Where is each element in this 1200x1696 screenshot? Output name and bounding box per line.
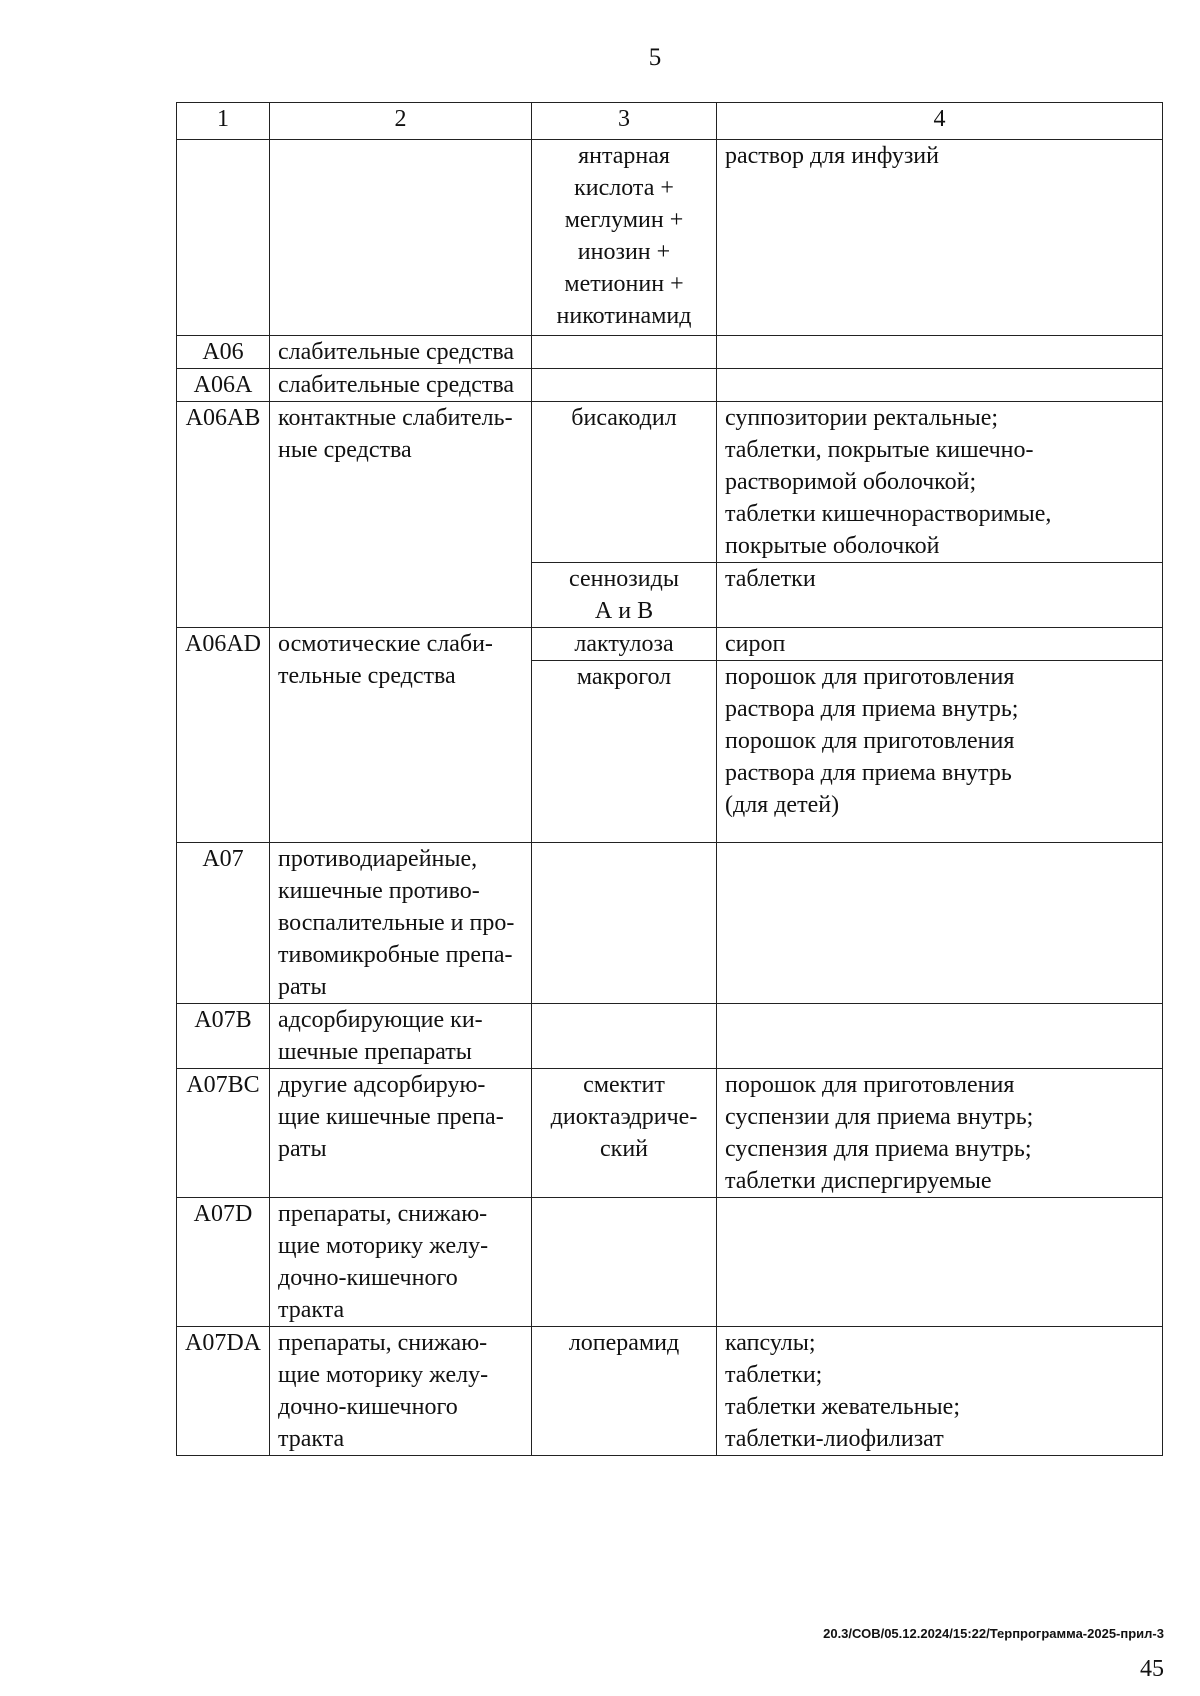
medicines-table — [176, 102, 1163, 1456]
cell-line: слабительные средства — [278, 372, 515, 398]
substance-cell — [532, 1198, 717, 1327]
table-row — [177, 843, 1163, 1004]
header-col-1: 1 — [177, 103, 270, 140]
cell-line: сеннозиды — [569, 566, 679, 592]
group-name-cell — [270, 140, 532, 336]
cell-line: суппозитории ректальные; — [725, 405, 999, 431]
cell-line: лактулоза — [574, 631, 674, 657]
cell-line: кишечные противо- — [278, 878, 480, 904]
dosage-form-cell — [717, 402, 1163, 563]
cell-line: тивомикробные препа- — [278, 942, 513, 968]
table-row — [177, 140, 1163, 336]
cell-line: раствора для приема внутрь — [725, 760, 1012, 786]
cell-line: бисакодил — [571, 405, 677, 431]
footer-reference: 20.3/СОВ/05.12.2024/15:22/Терпрограмма-2025-прил-3 — [823, 1626, 1164, 1641]
substance-cell — [532, 402, 717, 563]
cell-line: покрытые оболочкой — [725, 533, 940, 559]
cell-line: слабительные средства — [278, 339, 515, 365]
cell-line: таблетки — [725, 566, 816, 592]
cell-line: таблетки, покрытые кишечно- — [725, 437, 1034, 463]
cell-line: раствор для инфузий — [725, 143, 939, 169]
cell-line: лоперамид — [568, 1330, 680, 1356]
atc-code-cell: A06AB — [177, 402, 270, 628]
table-body — [177, 140, 1163, 1456]
header-col-3: 3 — [532, 103, 717, 140]
cell-line: тракта — [278, 1297, 345, 1323]
dosage-form-cell — [717, 369, 1163, 402]
group-name-cell — [270, 1069, 532, 1198]
table-row — [177, 402, 1163, 563]
group-name-cell — [270, 1198, 532, 1327]
cell-line: порошок для приготовления — [725, 664, 1015, 690]
cell-line: смектит — [583, 1072, 665, 1098]
cell-line: дочно-кишечного — [278, 1265, 458, 1291]
cell-line: ский — [600, 1136, 648, 1162]
cell-line: шечные препараты — [278, 1039, 472, 1065]
header-row — [177, 103, 1163, 140]
table-row — [177, 369, 1163, 402]
substance-cell — [532, 1327, 717, 1456]
cell-line: препараты, снижаю- — [278, 1201, 488, 1227]
cell-line: меглумин + — [564, 207, 684, 233]
cell-line: адсорбирующие ки- — [278, 1007, 483, 1033]
cell-line: суспензия для приема внутрь; — [725, 1136, 1032, 1162]
substance-cell — [532, 628, 717, 661]
atc-code-cell: A07B — [177, 1004, 270, 1069]
cell-line: янтарная — [578, 143, 670, 169]
cell-line: дочно-кишечного — [278, 1394, 458, 1420]
group-name-cell — [270, 628, 532, 843]
table-row — [177, 336, 1163, 369]
dosage-form-cell — [717, 563, 1163, 628]
atc-code-cell: A06A — [177, 369, 270, 402]
cell-line: щие кишечные препа- — [278, 1104, 504, 1130]
cell-line: метионин + — [564, 271, 684, 297]
header-col-2: 2 — [270, 103, 532, 140]
cell-line: А и В — [594, 598, 654, 624]
cell-line: тракта — [278, 1426, 345, 1452]
cell-line: осмотические слаби- — [278, 631, 493, 657]
atc-code-cell: A07DA — [177, 1327, 270, 1456]
cell-line: таблетки диспергируемые — [725, 1168, 992, 1194]
atc-code-cell: A07BC — [177, 1069, 270, 1198]
substance-cell — [532, 661, 717, 843]
substance-cell — [532, 336, 717, 369]
cell-line: таблетки жевательные; — [725, 1394, 960, 1420]
dosage-form-cell — [717, 843, 1163, 1004]
atc-code-cell: A07 — [177, 843, 270, 1004]
cell-line: (для детей) — [725, 792, 840, 818]
dosage-form-cell — [717, 1069, 1163, 1198]
cell-line: воспалительные и про- — [278, 910, 515, 936]
cell-line: суспензии для приема внутрь; — [725, 1104, 1034, 1130]
cell-line: другие адсорбирую- — [278, 1072, 486, 1098]
cell-line: макрогол — [576, 664, 672, 690]
substance-cell — [532, 563, 717, 628]
dosage-form-cell — [717, 140, 1163, 336]
group-name-cell — [270, 336, 532, 369]
group-name-cell — [270, 1327, 532, 1456]
cell-line: раты — [278, 974, 327, 1000]
group-name-cell — [270, 369, 532, 402]
cell-line: никотинамид — [556, 303, 692, 329]
cell-line: порошок для приготовления — [725, 728, 1015, 754]
table-row — [177, 1069, 1163, 1198]
cell-line: сироп — [725, 631, 786, 657]
table-row — [177, 1004, 1163, 1069]
dosage-form-cell — [717, 628, 1163, 661]
atc-code-cell: A06 — [177, 336, 270, 369]
page-number: 5 — [648, 44, 662, 71]
cell-line: капсулы; — [725, 1330, 816, 1356]
cell-line: порошок для приготовления — [725, 1072, 1015, 1098]
dosage-form-cell — [717, 1004, 1163, 1069]
cell-line: растворимой оболочкой; — [725, 469, 977, 495]
table-row — [177, 1198, 1163, 1327]
group-name-cell — [270, 402, 532, 628]
substance-cell — [532, 1004, 717, 1069]
dosage-form-cell — [717, 1198, 1163, 1327]
dosage-form-cell — [717, 336, 1163, 369]
substance-cell — [532, 1069, 717, 1198]
cell-line: кислота + — [574, 175, 674, 201]
cell-line: противодиарейные, — [278, 846, 478, 872]
cell-line: раты — [278, 1136, 327, 1162]
cell-line: таблетки-лиофилизат — [725, 1426, 944, 1452]
table-row — [177, 1327, 1163, 1456]
dosage-form-cell — [717, 1327, 1163, 1456]
header-col-4: 4 — [717, 103, 1163, 140]
cell-line: диоктаэдриче- — [550, 1104, 698, 1130]
atc-code-cell — [177, 140, 270, 336]
substance-cell — [532, 369, 717, 402]
table-row — [177, 628, 1163, 661]
cell-line: препараты, снижаю- — [278, 1330, 488, 1356]
cell-line: щие моторику желу- — [278, 1233, 489, 1259]
cell-line: ные средства — [278, 437, 412, 463]
cell-line: щие моторику желу- — [278, 1362, 489, 1388]
cell-line: тельные средства — [278, 663, 456, 689]
cell-line: таблетки кишечнорастворимые, — [725, 501, 1052, 527]
group-name-cell — [270, 843, 532, 1004]
substance-cell — [532, 140, 717, 336]
substance-cell — [532, 843, 717, 1004]
cell-line: таблетки; — [725, 1362, 823, 1388]
cell-line: инозин + — [577, 239, 671, 265]
atc-code-cell: A06AD — [177, 628, 270, 843]
sheet-number: 45 — [1140, 1656, 1164, 1682]
cell-line: раствора для приема внутрь; — [725, 696, 1019, 722]
dosage-form-cell — [717, 661, 1163, 843]
group-name-cell — [270, 1004, 532, 1069]
cell-line: контактные слабитель- — [278, 405, 513, 431]
atc-code-cell: A07D — [177, 1198, 270, 1327]
